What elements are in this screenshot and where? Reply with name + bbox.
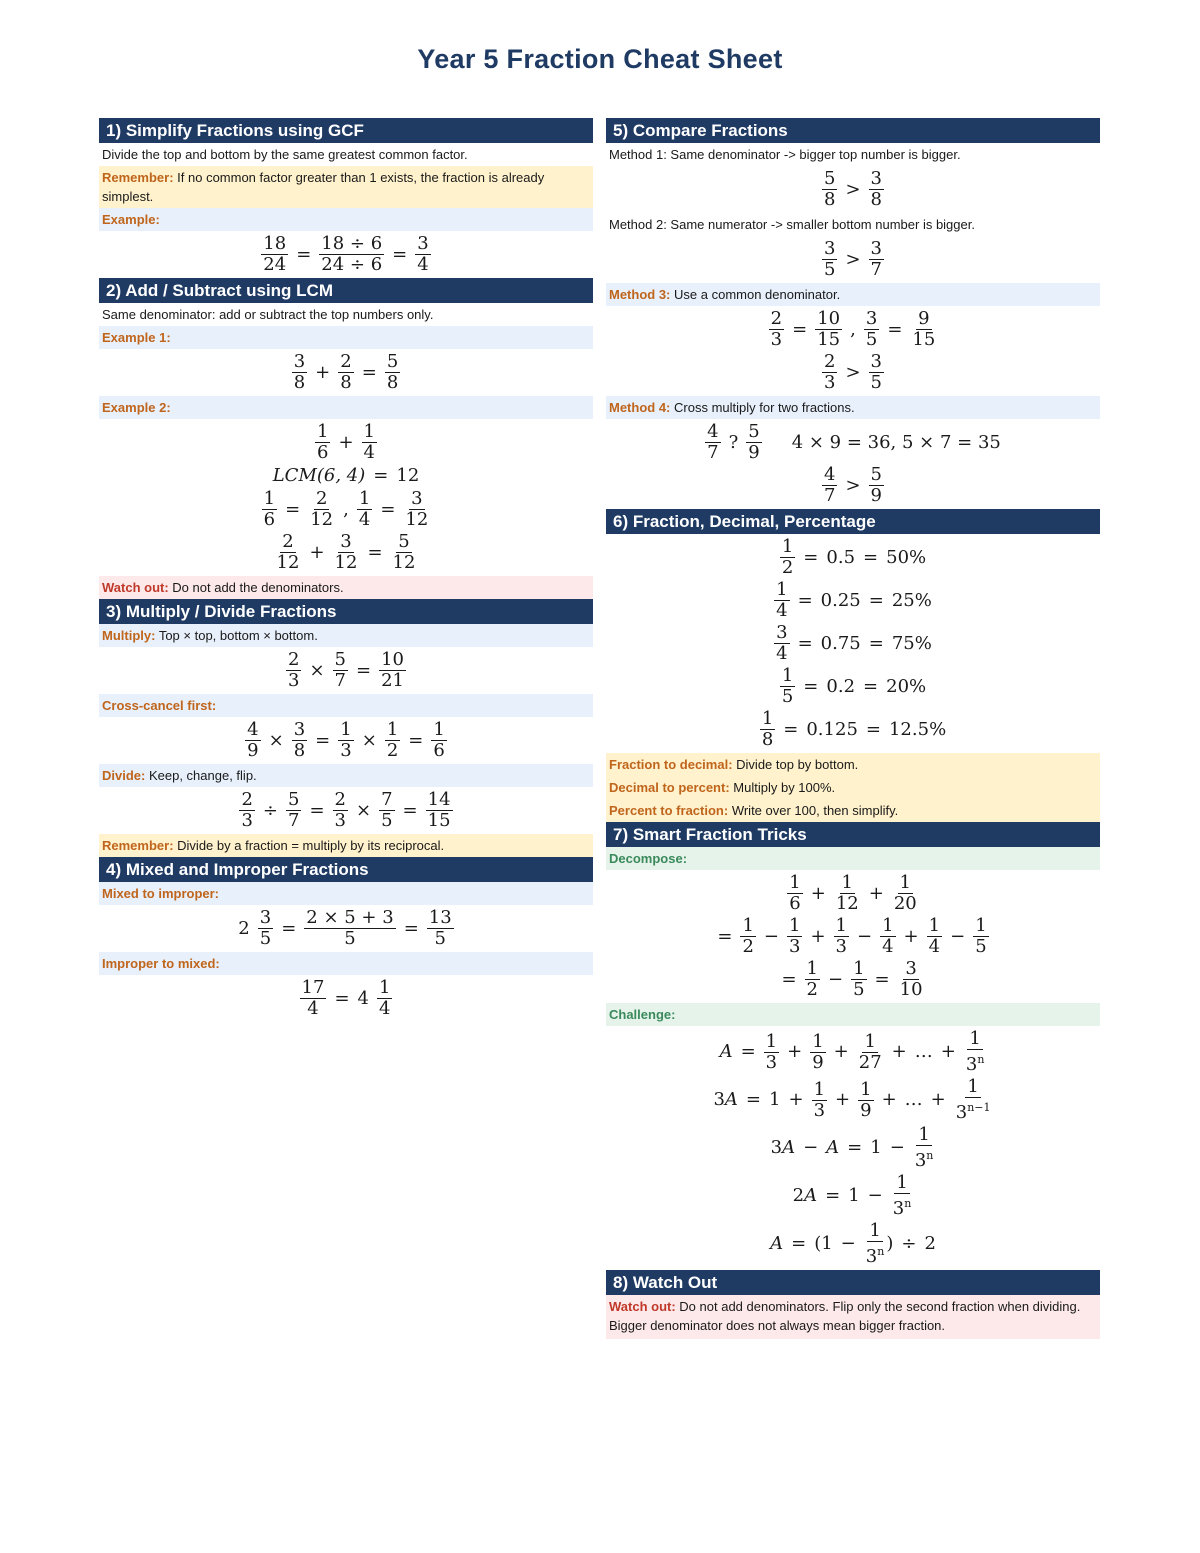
fdp-row: $\frac{3}{4}$ = 0.75 = 75% [776,622,932,664]
fraction: $\frac{3}{12}$ [334,531,358,573]
fraction: 3 5 [824,238,836,280]
fraction: $\frac{1}{3^n}$ [914,1124,934,1171]
fraction: $\frac{9}{15}$ [912,308,936,350]
remember-label: Remember: [102,170,174,185]
fraction: $\frac{5}{7}$ [288,789,300,831]
fraction: $\frac{3}{5}$ [259,907,272,949]
fraction: $\frac{1}{9}$ [860,1078,872,1121]
fraction: $\frac{1}{3}$ [789,915,801,957]
fraction: 4 7 [824,464,836,506]
fraction: $\frac{1}{4}$ [882,915,894,957]
fraction: 3 5 [870,351,882,393]
decimal-to-percent-text: Multiply by 100%. [733,780,836,795]
section-1-equation: $\frac{18}{24}$ = $\frac{18 \div 6}{24 \div 6}$ = $\frac{3}{4}$ [263,233,429,275]
method-4-eq: 4 7 ? 5 9 4 × 9 = 36, 5 × 7 = 35 4 7 > 5 9 [707,421,1001,506]
section-3-eq2: $\frac{4}{9}$ × $\frac{3}{8}$ = $\frac{1}{3}$ × $\frac{1}{2}$ = $\frac{1}{6}$ [247,719,445,761]
section-8-watch-out [606,1295,1100,1339]
section-4-eq1: 2 $\frac{3}{5}$ = $\frac{2 \times 5 + 3}{5}$ = $\frac{13}{5}$ [238,907,452,949]
method-4-note [606,396,1100,419]
divide-label: Divide: [102,768,146,783]
watch-out-label: Watch out: [609,1299,676,1314]
fraction: $\frac{7}{5}$ [381,789,393,831]
whole-number: 2 [238,917,250,939]
watch-out-text: Do not add the denominators. [172,580,344,595]
fdp-notes [606,753,1100,822]
fraction: $\frac{1}{3^n}$ [965,1028,985,1075]
challenge-label: Challenge: [609,1007,676,1022]
fraction: $\frac{1}{9}$ [812,1030,824,1073]
fraction: $\frac{1}{3}$ [340,719,352,761]
section-3-multiply [99,624,593,647]
fraction: $\frac{2}{3}$ [334,789,346,831]
section-2-example2: 1 6 + $\frac{1}{4}$ LCM(6, 4) = 12 $\frac{1}{6}$ = $\frac{2}{12}$ , $\frac{1}{4}$ = $\frac{3}{12}$ 2 12 + $\frac{3}{12}$ = $\frac{5}{12}$ [263,421,429,573]
decompose-label: Decompose: [609,851,688,866]
fraction: 3 7 [870,238,882,280]
fraction: $\frac{1}{5}$ [781,665,794,707]
fraction: 5 8 [824,168,836,210]
fraction: $\frac{1}{8}$ [761,708,774,750]
section-1-remember [99,166,593,208]
section-2-example1-label [99,326,593,349]
fraction: $\frac{18 \div 6}{24 \div 6}$ [321,233,383,275]
section-6-header: 6) Fraction, Decimal, Percentage [606,509,1100,534]
right-column [606,118,1100,1339]
multiply-text: Top × top, bottom × bottom. [158,628,318,643]
method-4-text: Cross multiply for two fractions. [674,400,855,415]
fdp-row: $\frac{1}{2}$ = 0.5 = 50% [781,536,927,578]
remember-label: Remember: [102,838,174,853]
percent-to-fraction-label: Percent to fraction: [609,803,729,818]
section-4-improper-to-mixed [99,952,593,975]
decompose-note [606,847,1100,870]
fraction: $\frac{5}{8}$ [386,351,399,393]
fraction: $\frac{1}{6}$ [433,719,445,761]
fraction: $\frac{3}{5}$ [865,308,878,350]
method-1-text: Method 1: Same denominator -> bigger top number is bigger. [609,147,961,162]
cross-cancel-label: Cross-cancel first: [102,698,217,713]
divide-text: Keep, change, flip. [148,768,257,783]
fraction: $\frac{2}{3}$ [241,789,253,831]
left-column [99,118,593,1022]
fraction: $\frac{1}{3^n}$ [865,1220,885,1267]
fraction: $\frac{1}{2}$ [386,719,399,761]
example-label: Example 1: [102,330,171,345]
example-label: Example 2: [102,400,171,415]
remember-text: Divide by a fraction = multiply by its reciprocal. [177,838,445,853]
percent-to-fraction-text: Write over 100, then simplify. [731,803,899,818]
section-7-header: 7) Smart Fraction Tricks [606,822,1100,847]
decimal-to-percent-label: Decimal to percent: [609,780,730,795]
fraction: 3 8 [870,168,882,210]
method-1-eq: 5 8 > 3 8 [824,168,882,210]
fraction: $\frac{1}{2}$ [742,915,754,957]
fdp-row: $\frac{1}{4}$ = 0.25 = 25% [776,579,932,621]
fraction: $\frac{2 \times 5 + 3}{5}$ [306,907,394,949]
fdp-row: $\frac{1}{8}$ = 0.125 = 12.5% [761,708,947,750]
method-3-note [606,283,1100,306]
fraction: 5 9 [870,464,882,506]
section-2-example1: 3 8 + $\frac{2}{8}$ = $\frac{5}{8}$ [293,351,399,393]
fraction: $\frac{2}{8}$ [340,351,352,393]
section-2-header: 2) Add / Subtract using LCM [99,278,593,303]
fraction: $\frac{5}{7}$ [334,649,346,691]
cross-multiply-calc: 4 × 9 = 36, 5 × 7 = 35 [791,431,1001,453]
fraction: 3 8 [293,351,306,393]
fraction: $\frac{3}{4}$ [417,233,429,275]
fraction: $\frac{1}{2}$ [806,958,818,1000]
fraction: $\frac{2}{3}$ [770,308,783,350]
fraction: $\frac{3}{12}$ [405,488,429,530]
section-8-header: 8) Watch Out [606,1270,1100,1295]
section-4-eq2: $\frac{17}{4}$ = 4 1 4 [301,977,391,1019]
fraction: $\frac{2}{3}$ [288,649,300,691]
lcm-value: 12 [396,465,420,486]
fraction-to-decimal-text: Divide top by bottom. [736,757,859,772]
fraction: $\frac{1}{12}$ [835,872,859,914]
fraction: $\frac{1}{5}$ [853,958,865,1000]
fraction: 5 9 [748,421,760,463]
page-title: Year 5 Fraction Cheat Sheet [417,44,783,74]
example-label: Example: [102,212,160,227]
fraction: $\frac{2}{12}$ [310,488,334,530]
improper-to-mixed-label: Improper to mixed: [102,956,220,971]
section-3-eq3: $\frac{2}{3}$ ÷ $\frac{5}{7}$ = $\frac{2}{3}$ × $\frac{7}{5}$ = $\frac{14}{15}$ [241,789,451,831]
fraction: $\frac{5}{12}$ [392,531,416,573]
watch-out-label: Watch out: [102,580,169,595]
section-1-example-label [99,208,593,231]
fraction: $\frac{18}{24}$ [263,233,287,275]
fraction: $\frac{1}{3}$ [835,915,847,957]
section-2-watch-out [99,576,593,599]
remember-text: If no common factor greater than 1 exists, the fraction is already simplest. [102,170,545,204]
fraction: 1 6 [789,872,801,914]
section-3-cross-cancel [99,694,593,717]
fraction: 2 3 [824,351,836,393]
decompose-eq: 1 6 + $\frac{1}{12}$ + $\frac{1}{20}$ = $\frac{1}{2}$ − $\frac{1}{3}$ + $\frac{1}{3}$ − $\frac{1}{4}$ + $\frac{1}{4}$ − $\frac{1}{5}$ = $\frac{1}{2}$ − $\frac{1}{5}$ = $\frac{3}{10}$ [717,872,987,1000]
fraction: $\frac{1}{4}$ [928,915,941,957]
fraction: 4 7 [707,421,719,463]
fraction: $\frac{1}{6}$ [263,488,276,530]
fraction: $\frac{1}{3^{n-1}}$ [955,1076,991,1123]
multiply-label: Multiply: [102,628,156,643]
fraction: $\frac{17}{4}$ [301,977,325,1019]
challenge-note [606,1003,1100,1026]
fdp-row: $\frac{1}{5}$ = 0.2 = 20% [781,665,927,707]
mixed-to-improper-label: Mixed to improper: [102,886,220,901]
section-4-header: 4) Mixed and Improper Fractions [99,857,593,882]
method-2-text: Method 2: Same numerator -> smaller bottom number is bigger. [609,217,975,232]
method-4-label: Method 4: [609,400,671,415]
fraction: 1 4 [379,977,391,1019]
whole-number: 4 [357,987,369,1009]
method-3-label: Method 3: [609,287,671,302]
fraction: $\frac{10}{21}$ [381,649,404,691]
fraction: $\frac{1}{3}$ [813,1078,826,1121]
fraction: $\frac{14}{15}$ [427,789,451,831]
section-4-mixed-to-improper [99,882,593,905]
section-1-header: 1) Simplify Fractions using GCF [99,118,593,143]
fraction: $\frac{1}{2}$ [781,536,794,578]
method-3-text: Use a common denominator. [674,287,841,302]
section-3-remember [99,834,593,857]
fraction-to-decimal-label: Fraction to decimal: [609,757,733,772]
fdp-table [606,534,1100,753]
section-3-divide [99,764,593,787]
fraction: $\frac{3}{10}$ [899,958,923,1000]
watch-out-text: Do not add denominators. Flip only the second fraction when dividing. Bigger denominator does not always mean bigger fraction. [609,1299,1081,1333]
fraction: $\frac{4}{9}$ [247,719,259,761]
challenge-eq: A = $\frac{1}{3}$ + $\frac{1}{9}$ + $\frac{1}{27}$ + … + $\frac{1}{3^n}$ 3 A = 1 + $\frac{1}{3}$ + $\frac{1}{9}$ + … + $\frac{1}{3^{n-1}}$ 3 A − A = 1 − $\frac{1}{3^n}$ 2 A = 1 − $\frac{1}{3^n}$ A = ( 1 − $\frac{1}{3^n}$ ) ÷ 2 [713,1028,991,1267]
fraction: $\frac{1}{3^n}$ [892,1172,912,1219]
section-3-header: 3) Multiply / Divide Fractions [99,599,593,624]
fraction: $\frac{1}{20}$ [893,872,917,914]
fraction: $\frac{13}{5}$ [428,907,452,949]
fraction: $\frac{1}{4}$ [363,421,375,463]
fraction: 1 6 [317,421,329,463]
fraction: $\frac{3}{8}$ [293,719,306,761]
fraction: $\frac{1}{4}$ [358,488,371,530]
fraction: $\frac{1}{27}$ [858,1030,882,1073]
section-1-text: Divide the top and bottom by the same greatest common factor. [102,147,468,162]
fraction: $\frac{10}{15}$ [817,308,841,350]
section-2-example2-label [99,396,593,419]
method-2-eq: 3 5 > 3 7 [824,238,882,280]
lcm-expression: LCM(6, 4) [272,465,366,486]
fraction: 2 12 [276,531,300,573]
fraction: $\frac{1}{4}$ [776,579,788,621]
fraction: $\frac{1}{3}$ [765,1030,778,1073]
section-2-text: Same denominator: add or subtract the top numbers only. [102,307,434,322]
fraction: $\frac{3}{4}$ [776,622,788,664]
fraction: $\frac{1}{5}$ [975,915,987,957]
section-5-header: 5) Compare Fractions [606,118,1100,143]
section-3-eq1: $\frac{2}{3}$ × $\frac{5}{7}$ = $\frac{10}{21}$ [288,649,404,691]
method-3-eq: $\frac{2}{3}$ = $\frac{10}{15}$ , $\frac{3}{5}$ = $\frac{9}{15}$ 2 3 > 3 5 [770,308,936,393]
